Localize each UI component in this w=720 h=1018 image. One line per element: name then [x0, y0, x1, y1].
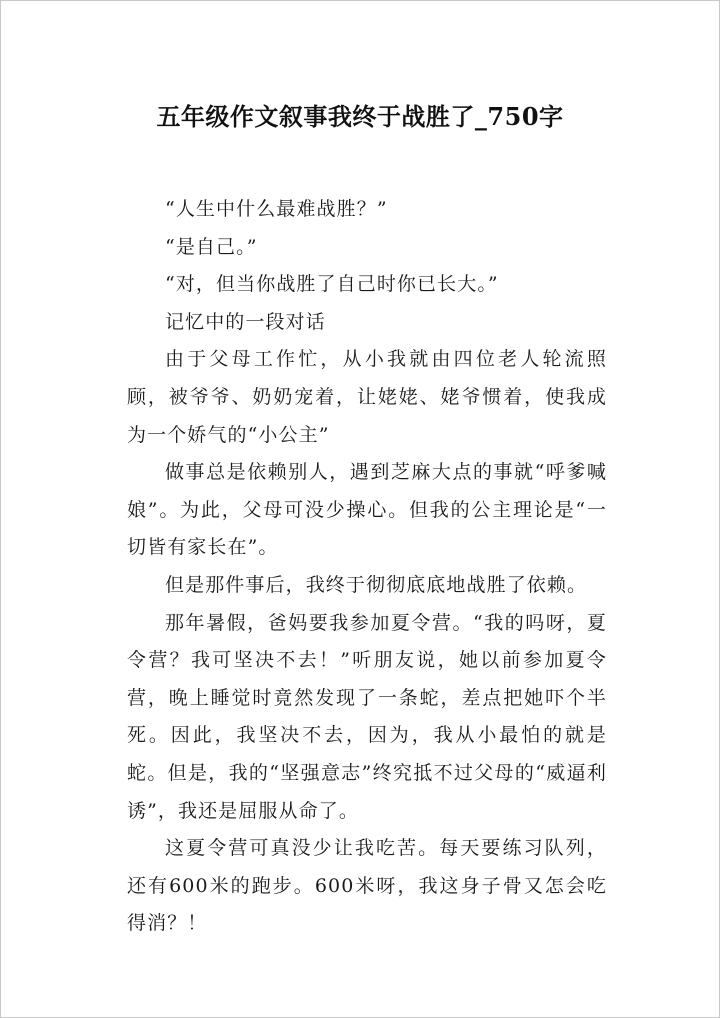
paragraph: “人生中什么最难战胜？”: [165, 198, 388, 220]
paragraph: 由于父母工作忙，从小我就由四位老人轮流照顾，被爷爷、奶奶宠着，让姥姥、姥爷惯着，使我成为一个娇气的“小公主”: [127, 348, 607, 446]
document-body: [127, 191, 607, 943]
paragraph: 但是那件事后，我终于彻彻底底地战胜了依赖。: [165, 573, 588, 596]
paragraph: 记忆中的一段对话: [165, 310, 326, 333]
paragraph: 这夏令营可真没少让我吃苦。每天要练习队列，还有600米的跑步。600米呀，我这身子骨又怎会吃得消？！: [127, 837, 607, 935]
paragraph: 做事总是依赖别人，遇到芝麻大点的事就“呼爹喊娘”。为此，父母可没少操心。但我的公主理论是“一切皆有家长在”。: [127, 461, 607, 559]
document-title: 五年级作文叙事我终于战胜了_750字: [156, 102, 564, 131]
paragraph: 那年暑假，爸妈要我参加夏令营。“我的吗呀，夏令营？我可坚决不去！”听朋友说，她以前参加夏令营，晚上睡觉时竟然发现了一条蛇，差点把她吓个半死。因此，我坚决不去，因为，我从小最怕的就是蛇。但是，我的“坚强意志”终究抵不过父母的“威逼利诱”，我还是屈服从命了。: [127, 611, 607, 822]
paragraph: “对，但当你战胜了自己时你已长大。”: [165, 273, 499, 296]
paragraph: “是自己。”: [165, 235, 258, 258]
